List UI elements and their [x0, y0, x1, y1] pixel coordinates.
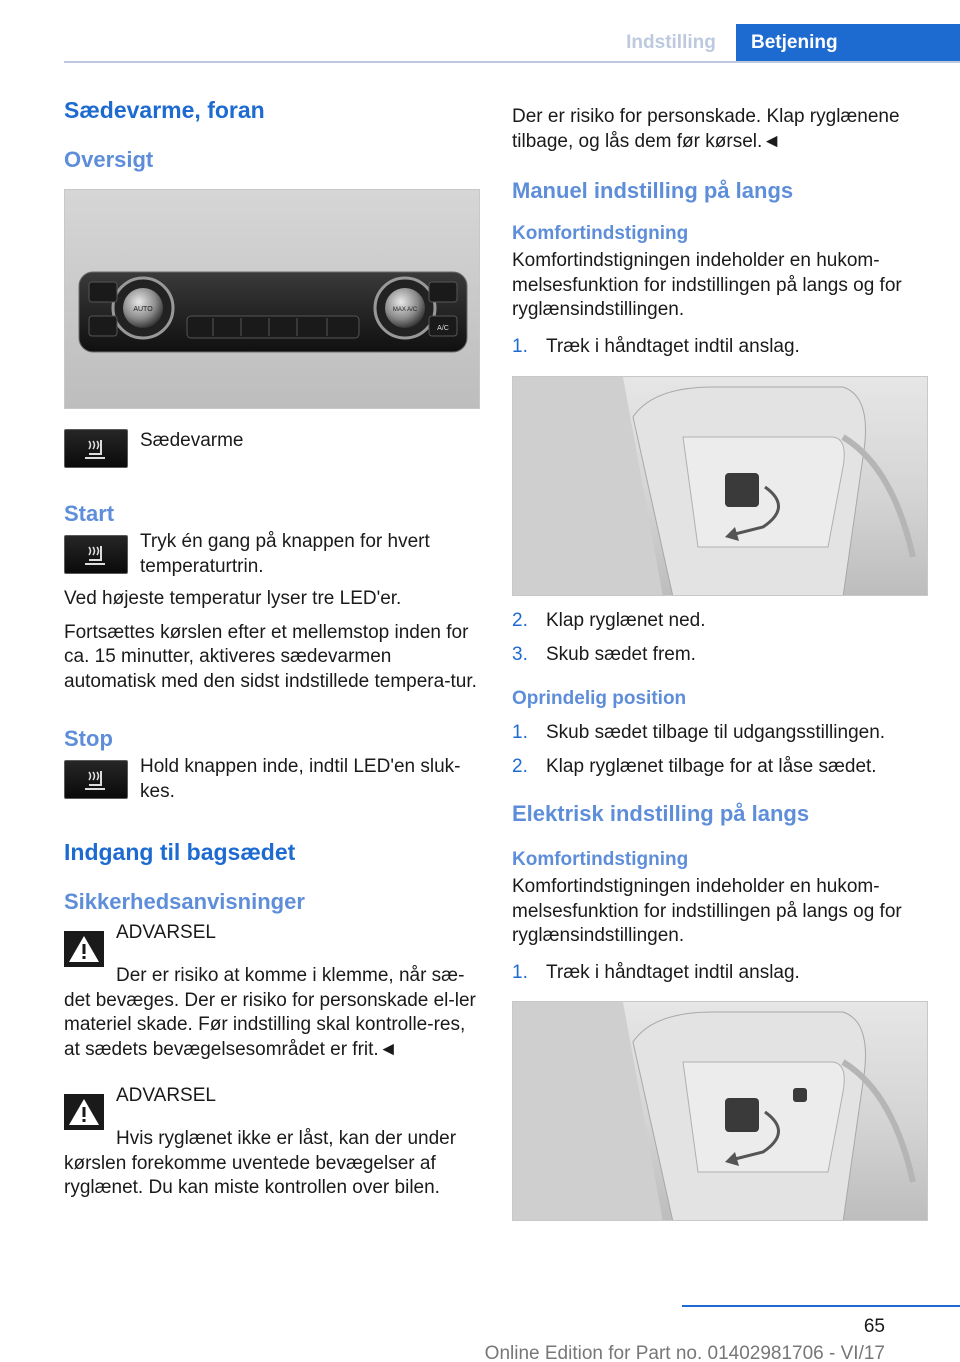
seat-heating-icon — [64, 429, 128, 468]
heading-stop: Stop — [64, 726, 113, 751]
footer-rule — [682, 1305, 960, 1307]
warning-triangle-icon — [64, 931, 104, 972]
footer-edition: Online Edition for Part no. 01402981706 - VI/17 — [484, 1343, 885, 1362]
step-number: 1. — [512, 961, 528, 983]
heading-comfort-entry-electric: Komfortindstigning — [512, 849, 689, 870]
seat-heating-icon — [64, 535, 128, 574]
start-paragraph-1: Ved højeste temperatur lyser tre LED'er. — [64, 588, 402, 609]
step-item — [512, 609, 928, 634]
icon-row-seat-heating — [64, 429, 480, 468]
heading-original-position: Oprindelig position — [512, 688, 687, 709]
step-text: Skub sædet tilbage til udgangsstillingen. — [546, 722, 886, 743]
step-item — [512, 643, 928, 668]
header-rule — [64, 61, 960, 63]
seat-handle-illustration — [513, 377, 928, 596]
step-text: Træk i håndtaget indtil anslag. — [546, 335, 800, 357]
start-paragraph-2: Fortsættes kørslen efter et mellemstop inden for ca. 15 minutter, aktiveres sædevarmen automatisk med den sidst indstillede tempera‐tur. — [64, 621, 477, 692]
original-steps — [512, 721, 928, 779]
heading-safety: Sikkerhedsanvisninger — [64, 889, 305, 914]
header-tab-betjening[interactable]: Betjening — [736, 24, 960, 62]
step-number: 2. — [512, 610, 528, 631]
icon-caption: Sædevarme — [140, 430, 244, 451]
warning-2-text: Hvis ryglænet ikke er låst, kan der under kørslen forekomme uventede bevægelser af ryglænet. Du kan miste kontrollen over bilen. — [64, 1128, 457, 1198]
step-item — [512, 755, 928, 780]
comfort-entry-text: Komfortindstigningen indeholder en hukom‐melsesfunktion for indstillingen på langs og for ryglænsindstillingen. — [512, 250, 902, 320]
heading-manual-adjustment: Manuel indstilling på langs — [512, 178, 794, 203]
step-number: 1. — [512, 335, 528, 357]
icon-row-start — [64, 530, 480, 579]
step-text: Skub sædet frem. — [546, 643, 696, 665]
warning-label: ADVARSEL — [116, 1085, 216, 1106]
seat-handle-image-2 — [512, 1001, 928, 1221]
seat-handle-image-1 — [512, 376, 928, 596]
step-item — [512, 721, 928, 746]
step-item — [512, 335, 928, 360]
section-title-rear-entry: Indgang til bagsædet — [64, 839, 296, 865]
heading-electric-adjustment: Elektrisk indstilling på langs — [512, 801, 810, 826]
step-number: 2. — [512, 755, 528, 777]
page-number: 65 — [863, 1316, 885, 1337]
heading-overview: Oversigt — [64, 147, 154, 172]
icon-row-stop — [64, 755, 480, 804]
step-text: Klap ryglænet tilbage for at låse sædet. — [546, 755, 877, 777]
start-instruction: Tryk én gang på knappen for hvert temperaturtrin. — [140, 531, 430, 577]
warning-continuation: Der er risiko for personskade. Klap ryglænene tilbage, og lås dem før kørsel.◄ — [512, 106, 900, 152]
warning-1-text: Der er risiko at komme i klemme, når sæ‐det bevæges. Der er risiko for personskade el‐ler materiel skade. Før indstilling skal kontrolle‐res, at sædets bevægelsesområdet er frit.◄ — [64, 965, 476, 1060]
manual-steps-b — [512, 609, 928, 667]
ac-label: A/C — [437, 325, 449, 332]
step-text: Klap ryglænet ned. — [546, 610, 706, 631]
warning-label: ADVARSEL — [116, 922, 216, 943]
climate-panel-illustration — [65, 190, 480, 409]
right-column — [512, 95, 928, 1221]
climate-panel-image — [64, 189, 480, 409]
step-number: 3. — [512, 643, 528, 665]
heading-start: Start — [64, 501, 115, 526]
auto-label: AUTO — [133, 306, 153, 313]
step-text: Træk i håndtaget indtil anslag. — [546, 961, 800, 983]
manual-steps-a — [512, 335, 928, 360]
seat-heating-icon — [64, 760, 128, 799]
header-tab-indstilling[interactable]: Indstilling — [626, 32, 716, 53]
left-column — [64, 95, 480, 1201]
step-item — [512, 961, 928, 986]
electric-steps — [512, 961, 928, 986]
max-ac-label: MAX A/C — [392, 307, 418, 313]
section-title-seat-heating: Sædevarme, foran — [64, 97, 265, 123]
warning-triangle-icon — [64, 1094, 104, 1135]
step-number: 1. — [512, 722, 528, 743]
seat-handle-electric-illustration — [513, 1002, 928, 1221]
heading-comfort-entry: Komfortindstigning — [512, 223, 689, 244]
electric-comfort-text: Komfortindstigningen indeholder en hukom‐melsesfunktion for indstillingen på langs og for ryglænsindstillingen. — [512, 876, 902, 946]
stop-instruction: Hold knappen inde, indtil LED'en sluk‐kes. — [140, 756, 461, 802]
